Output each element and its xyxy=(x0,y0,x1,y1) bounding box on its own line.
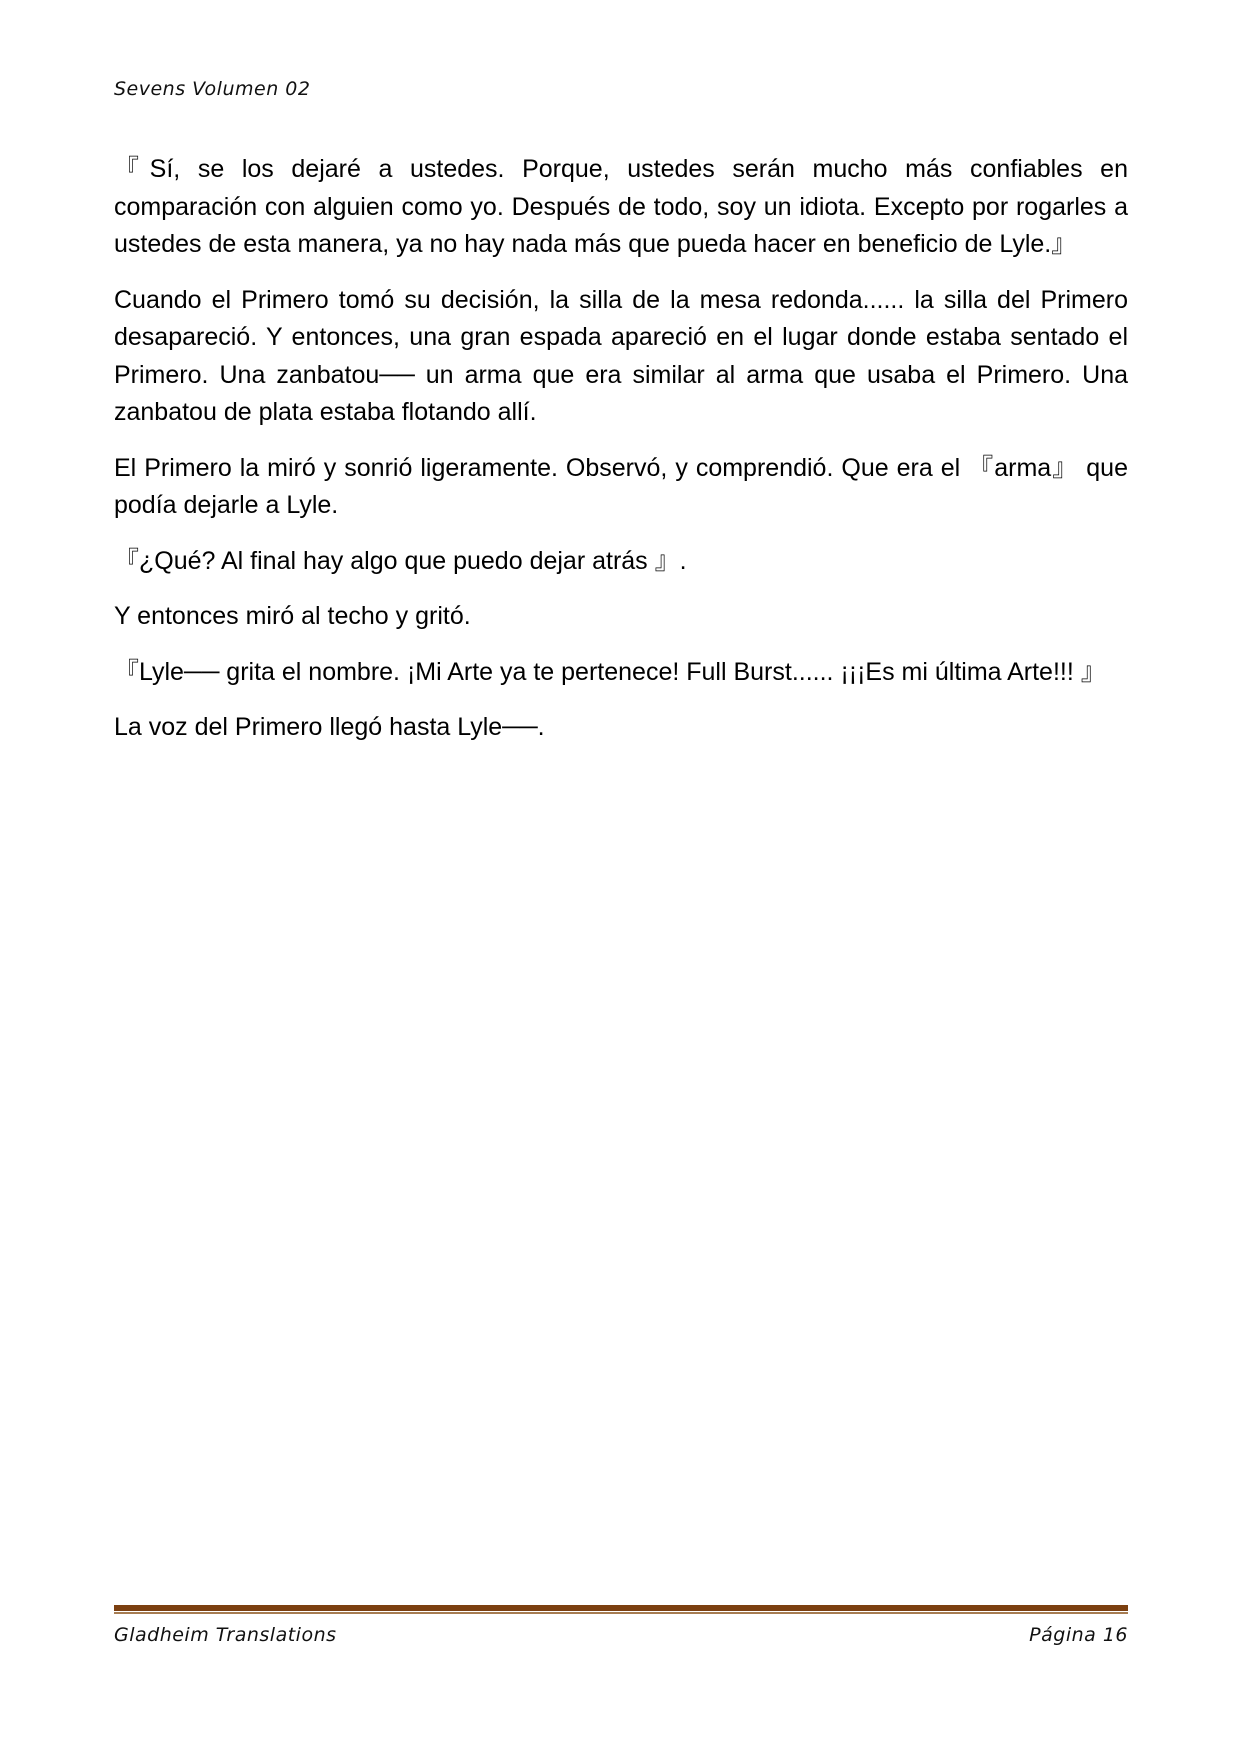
paragraph-4: 『¿Qué? Al final hay algo que puedo dejar atrás 』. xyxy=(114,546,687,575)
paragraph-3: El Primero la miró y sonrió ligeramente. Observó, y comprendió. Que era el 『arma』 que podía dejarle a Lyle. xyxy=(114,453,1128,519)
footer-publisher: Gladheim Translations xyxy=(114,1624,337,1646)
paragraph-1: 『Sí, se los dejaré a ustedes. Porque, ustedes serán mucho más confiables en comparación con alguien como yo. Después de todo, soy un idiota. Excepto por rogarles a ustedes de esta manera, ya no hay nada más que pueda hacer en beneficio de Lyle.』 xyxy=(114,155,1128,258)
paragraph-5: Y entonces miró al techo y gritó. xyxy=(114,602,471,630)
footer-divider-thick xyxy=(114,1605,1128,1611)
paragraph-6: 『Lyle── grita el nombre. ¡Mi Arte ya te pertenece! Full Burst...... ¡¡¡Es mi última Arte!!! 』 xyxy=(114,657,1106,686)
footer-divider-thin xyxy=(114,1612,1128,1614)
paragraph-2: Cuando el Primero tomó su decisión, la silla de la mesa redonda...... la silla del Primero desapareció. Y entonces, una gran espada apareció en el lugar donde estaba sentado el Primero. Una zanbatou── un arma que era similar al arma que usaba el Primero. Una zanbatou de plata estaba flotando allí. xyxy=(114,285,1128,426)
running-header-title: Sevens Volumen 02 xyxy=(114,78,311,100)
footer-page-number: Página 16 xyxy=(1029,1624,1128,1646)
paragraph-7: La voz del Primero llegó hasta Lyle──. xyxy=(114,713,545,741)
page-body xyxy=(114,151,1128,765)
footer-divider xyxy=(114,1605,1128,1615)
